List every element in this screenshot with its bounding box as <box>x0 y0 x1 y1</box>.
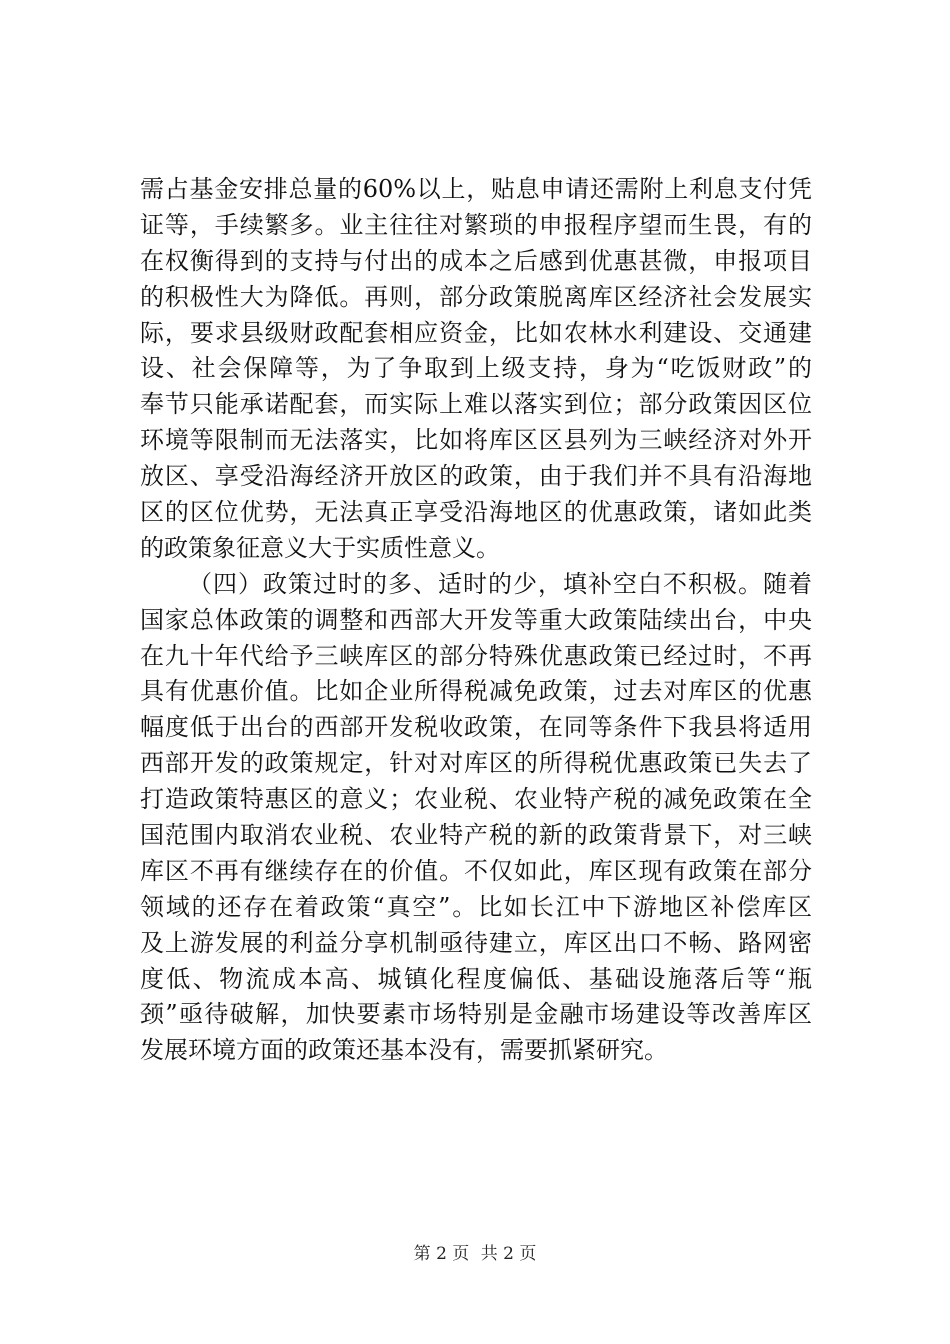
paragraph-line: 证等，手续繁多。业主往往对繁琐的申报程序望而生畏，有的 <box>140 210 812 239</box>
paragraph-line: 库区不再有继续存在的价值。不仅如此，库区现有政策在部分 <box>140 856 812 885</box>
paragraph <box>140 567 812 1069</box>
paragraph-line: 及上游发展的利益分享机制亟待建立，库区出口不畅、路网密 <box>140 928 812 957</box>
paragraph-line: 度低、物流成本高、城镇化程度偏低、基础设施落后等“瓶 <box>140 964 812 993</box>
paragraph-line: 在权衡得到的支持与付出的成本之后感到优惠甚微，申报项目 <box>140 246 812 275</box>
page-number-label: 第 2 页 <box>413 1244 470 1264</box>
paragraph-line: 的政策象征意义大于实质性意义。 <box>140 533 500 562</box>
paragraph-line: 发展环境方面的政策还基本没有，需要抓紧研究。 <box>140 1036 668 1065</box>
paragraph-line: 际，要求县级财政配套相应资金，比如农林水利建设、交通建 <box>140 318 812 347</box>
paragraph-line: 区的区位优势，无法真正享受沿海地区的优惠政策，诸如此类 <box>140 498 812 527</box>
document-body <box>140 172 812 1069</box>
paragraph-line: 领域的还存在着政策“真空”。比如长江中下游地区补偿库区 <box>140 892 812 921</box>
paragraph-line: 幅度低于出台的西部开发税收政策，在同等条件下我县将适用 <box>140 713 812 742</box>
paragraph-line: 西部开发的政策规定，针对对库区的所得税优惠政策已失去了 <box>140 749 812 778</box>
paragraph-line: 颈”亟待破解，加快要素市场特别是金融市场建设等改善库区 <box>140 1000 812 1029</box>
paragraph-line: 奉节只能承诺配套，而实际上难以落实到位；部分政策因区位 <box>140 390 812 419</box>
paragraph-line: 国家总体政策的调整和西部大开发等重大政策陆续出台，中央 <box>140 605 812 634</box>
page-footer <box>0 1242 950 1266</box>
page-total-label: 共 2 页 <box>480 1244 537 1264</box>
paragraph-line: 需占基金安排总量的60%以上，贴息申请还需附上利息支付凭 <box>140 175 812 203</box>
paragraph-line: 具有优惠价值。比如企业所得税减免政策，过去对库区的优惠 <box>140 677 812 706</box>
paragraph-line: 打造政策特惠区的意义；农业税、农业特产税的减免政策在全 <box>140 785 812 814</box>
paragraph-line: 环境等限制而无法落实，比如将库区区县列为三峡经济对外开 <box>140 426 812 455</box>
paragraph <box>140 172 812 567</box>
paragraph-line: 的积极性大为降低。再则，部分政策脱离库区经济社会发展实 <box>140 282 812 311</box>
paragraph-line: 在九十年代给予三峡库区的部分特殊优惠政策已经过时，不再 <box>140 641 812 670</box>
paragraph-line: 放区、享受沿海经济开放区的政策，由于我们并不具有沿海地 <box>140 462 812 491</box>
paragraph-line: 国范围内取消农业税、农业特产税的新的政策背景下，对三峡 <box>140 821 812 850</box>
paragraph-line: 设、社会保障等，为了争取到上级支持，身为“吃饭财政”的 <box>140 354 812 383</box>
paragraph-line: （四）政策过时的多、适时的少，填补空白不积极。随着 <box>188 569 812 598</box>
